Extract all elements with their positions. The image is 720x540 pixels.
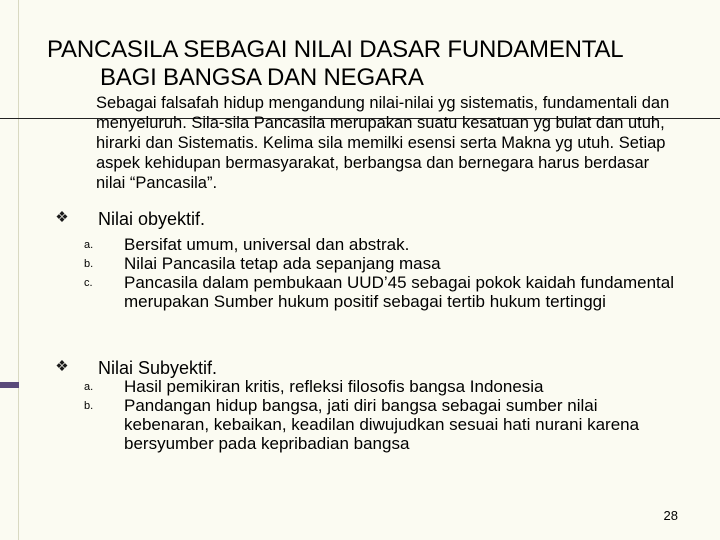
intro-paragraph: Sebagai falsafah hidup mengandung nilai-nilai yg sistematis, fundamentali dan menyeluruh. Sila-sila Pancasila merupakan suatu kesatuan yg bulat dan utuh, hirarki dan Sistematis. Kelima sila memilki esensi serta Makna yg utuh. Setiap aspek kehidupan bermasyarakat, berbangsa dan bernegara harus berdasar nilai “Pancasila”. <box>96 94 670 192</box>
list-item-text: Bersifat umum, universal dan abstrak. <box>124 235 410 254</box>
title-line-1: PANCASILA SEBAGAI NILAI DASAR FUNDAMENTAL <box>47 36 624 63</box>
list-item <box>84 377 684 396</box>
section-heading: Nilai obyektif. <box>98 209 206 229</box>
item-list <box>84 377 684 453</box>
title-line-2: BAGI BANGSA DAN NEGARA <box>100 64 424 91</box>
slide-title <box>47 36 707 92</box>
list-item <box>84 396 684 453</box>
list-marker: b. <box>84 400 94 412</box>
list-item-text: Hasil pemikiran kritis, refleksi filosofis bangsa Indonesia <box>124 377 544 396</box>
list-item <box>84 254 684 273</box>
left-guide-line <box>18 0 19 540</box>
list-marker: a. <box>84 381 94 393</box>
list-item-text: Nilai Pancasila tetap ada sepanjang masa <box>124 254 441 273</box>
item-list <box>84 235 684 311</box>
list-item <box>84 273 684 311</box>
list-item-text: Pandangan hidup bangsa, jati diri bangsa sebagai sumber nilai kebenaran, kebaikan, keadilan diwujudkan sesuai hati nurani karena bersyumber pada kepribadian bangsa <box>124 396 640 453</box>
diamond-bullet-icon: ❖ <box>55 358 69 375</box>
diamond-bullet-icon: ❖ <box>55 209 69 226</box>
section-heading: Nilai Subyektif. <box>98 358 218 378</box>
list-item-text: Pancasila dalam pembukaan UUD’45 sebagai pokok kaidah fundamental merupakan Sumber hukum positif sebagai tertib hukum tertinggi <box>124 273 675 311</box>
page-number: 28 <box>663 508 678 523</box>
list-marker: c. <box>84 277 93 289</box>
list-marker: a. <box>84 239 94 251</box>
accent-bar <box>0 382 19 388</box>
list-item <box>84 235 684 254</box>
list-marker: b. <box>84 258 94 270</box>
